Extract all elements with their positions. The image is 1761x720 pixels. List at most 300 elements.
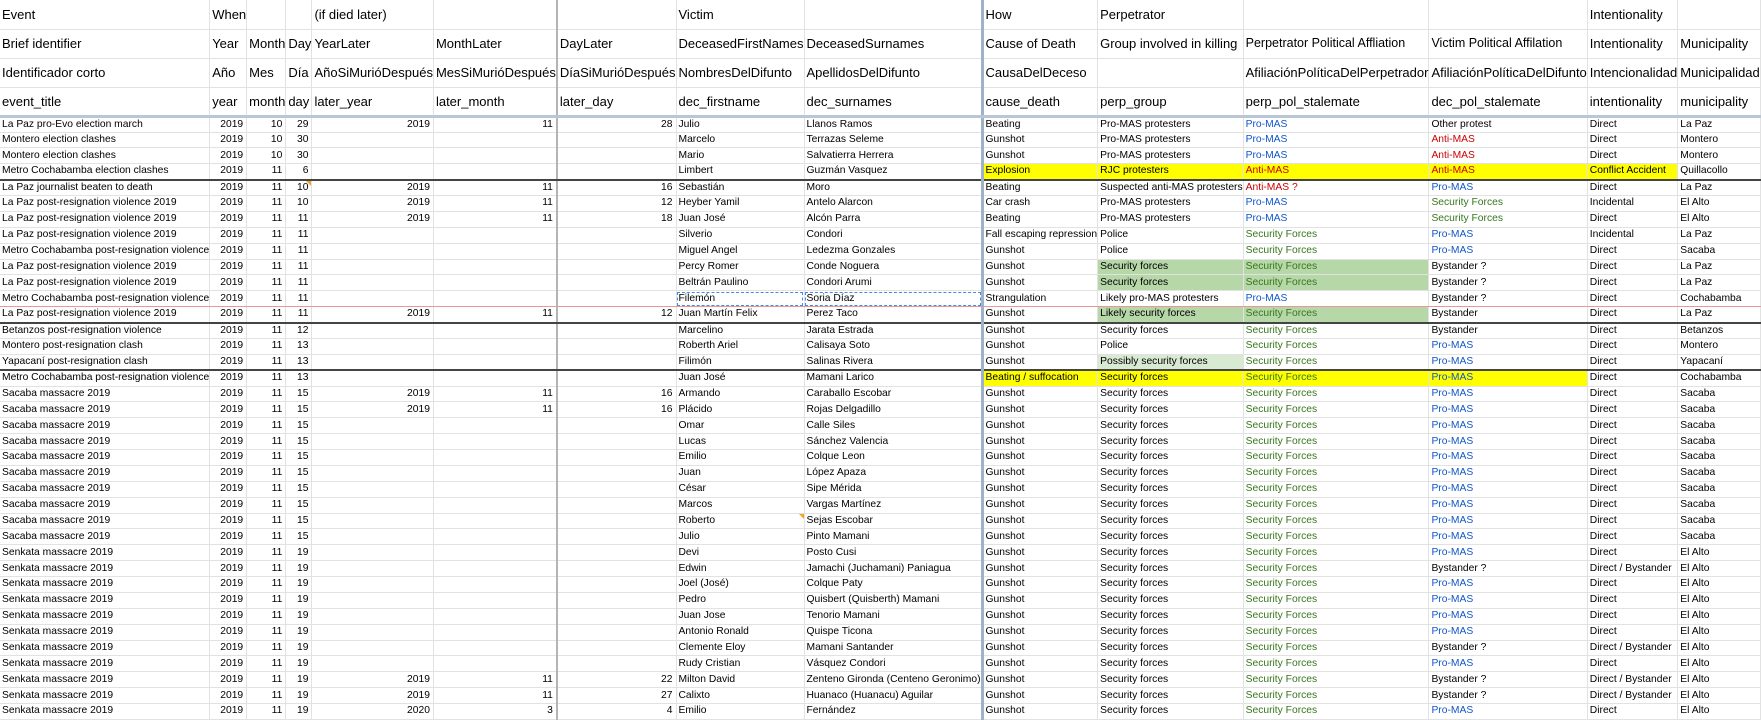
cell-event[interactable]: Metro Cochabamba post-resignation violence [0,370,210,386]
table-row[interactable] [0,608,1760,624]
cell-year[interactable]: 2019 [210,338,247,354]
cell-month[interactable]: 10 [247,148,286,164]
table-row[interactable] [0,465,1760,481]
cell-event[interactable]: Yapacaní post-resignation clash [0,354,210,370]
cell-later-year[interactable] [312,497,434,513]
cell-cause[interactable]: Gunshot [982,704,1098,720]
cell-cause[interactable]: Gunshot [982,624,1098,640]
cell-year[interactable]: 2019 [210,545,247,561]
cell-cause[interactable]: Gunshot [982,418,1098,434]
cell-intentionality[interactable]: Direct [1587,180,1677,196]
cell-year[interactable]: 2019 [210,370,247,386]
cell-perp-group[interactable]: Pro-MAS protesters [1098,211,1244,227]
cell-intentionality[interactable]: Direct [1587,370,1677,386]
header-cell-later-year[interactable]: later_year [312,87,434,116]
cell-perp-group[interactable]: Pro-MAS protesters [1098,132,1244,148]
cell-perp-affiliation[interactable]: Security Forces [1243,370,1429,386]
header-cell-surnames[interactable] [804,0,982,29]
cell-surnames[interactable]: Soria Díaz [804,291,982,307]
cell-perp-group[interactable]: Security forces [1098,465,1244,481]
cell-first-names[interactable]: Juan [676,465,804,481]
cell-day[interactable]: 19 [286,688,312,704]
cell-perp-group[interactable]: Likely security forces [1098,307,1244,323]
cell-first-names[interactable]: Roberto [676,513,804,529]
cell-later-month[interactable]: 3 [433,704,556,720]
table-row[interactable] [0,450,1760,466]
cell-day[interactable]: 19 [286,608,312,624]
cell-perp-group[interactable]: Police [1098,338,1244,354]
cell-event[interactable]: La Paz pro-Evo election march [0,116,210,132]
cell-first-names[interactable]: Marcelo [676,132,804,148]
cell-year[interactable]: 2019 [210,592,247,608]
cell-later-year[interactable] [312,577,434,593]
cell-intentionality[interactable]: Direct [1587,291,1677,307]
cell-first-names[interactable]: Sebastián [676,180,804,196]
cell-later-day[interactable] [557,132,676,148]
cell-cause[interactable]: Gunshot [982,402,1098,418]
cell-year[interactable]: 2019 [210,148,247,164]
cell-municipality[interactable]: El Alto [1678,561,1761,577]
cell-later-month[interactable] [433,164,556,180]
cell-year[interactable]: 2019 [210,211,247,227]
header-cell-perp-affiliation[interactable]: Perpetrator Political Affliation [1243,29,1429,58]
cell-surnames[interactable]: Quisbert (Quisberth) Mamani [804,592,982,608]
cell-intentionality[interactable]: Direct [1587,386,1677,402]
header-cell-victim-affiliation[interactable]: Victim Political Affilation [1429,29,1587,58]
header-cell-day[interactable]: Day [286,29,312,58]
cell-later-month[interactable] [433,529,556,545]
header-cell-perp-affiliation[interactable]: perp_pol_stalemate [1243,87,1429,116]
cell-municipality[interactable]: El Alto [1678,592,1761,608]
cell-victim-affiliation[interactable]: Pro-MAS [1429,227,1587,243]
cell-municipality[interactable]: El Alto [1678,672,1761,688]
cell-month[interactable]: 11 [247,434,286,450]
cell-later-month[interactable] [433,592,556,608]
cell-perp-affiliation[interactable]: Security Forces [1243,481,1429,497]
cell-later-day[interactable] [557,291,676,307]
cell-later-month[interactable] [433,275,556,291]
cell-later-year[interactable] [312,465,434,481]
cell-event[interactable]: Sacaba massacre 2019 [0,481,210,497]
cell-later-year[interactable] [312,434,434,450]
cell-day[interactable]: 15 [286,434,312,450]
cell-later-month[interactable]: 11 [433,211,556,227]
cell-day[interactable]: 11 [286,307,312,323]
cell-event[interactable]: Sacaba massacre 2019 [0,402,210,418]
header-cell-day[interactable] [286,0,312,29]
header-cell-year[interactable]: Year [210,29,247,58]
cell-day[interactable]: 15 [286,386,312,402]
cell-later-year[interactable]: 2019 [312,402,434,418]
cell-later-day[interactable]: 18 [557,211,676,227]
cell-surnames[interactable]: Sejas Escobar [804,513,982,529]
cell-month[interactable]: 11 [247,386,286,402]
cell-day[interactable]: 11 [286,211,312,227]
cell-surnames[interactable]: Pinto Mamani [804,529,982,545]
cell-municipality[interactable]: Montero [1678,132,1761,148]
header-cell-victim-affiliation[interactable]: AfiliaciónPolíticaDelDifunto [1429,58,1587,87]
cell-day[interactable]: 11 [286,275,312,291]
cell-cause[interactable]: Gunshot [982,592,1098,608]
cell-year[interactable]: 2019 [210,561,247,577]
cell-cause[interactable]: Gunshot [982,354,1098,370]
cell-perp-group[interactable]: Security forces [1098,323,1244,339]
cell-day[interactable]: 15 [286,497,312,513]
table-row[interactable] [0,624,1760,640]
cell-later-month[interactable] [433,608,556,624]
header-cell-month[interactable] [247,0,286,29]
cell-municipality[interactable]: La Paz [1678,307,1761,323]
cell-surnames[interactable]: Calle Siles [804,418,982,434]
cell-later-day[interactable] [557,148,676,164]
cell-perp-group[interactable]: Likely pro-MAS protesters [1098,291,1244,307]
cell-first-names[interactable]: Marcelino [676,323,804,339]
cell-first-names[interactable]: Julio [676,116,804,132]
cell-victim-affiliation[interactable]: Bystander [1429,307,1587,323]
cell-surnames[interactable]: Llanos Ramos [804,116,982,132]
cell-later-year[interactable]: 2019 [312,688,434,704]
table-row[interactable] [0,545,1760,561]
cell-day[interactable]: 30 [286,148,312,164]
cell-month[interactable]: 11 [247,307,286,323]
cell-surnames[interactable]: Fernández [804,704,982,720]
cell-victim-affiliation[interactable]: Security Forces [1429,196,1587,212]
cell-perp-group[interactable]: Security forces [1098,434,1244,450]
cell-month[interactable]: 11 [247,180,286,196]
cell-victim-affiliation[interactable]: Bystander ? [1429,259,1587,275]
cell-perp-group[interactable]: Security forces [1098,640,1244,656]
cell-later-year[interactable] [312,164,434,180]
cell-day[interactable]: 19 [286,561,312,577]
cell-intentionality[interactable]: Direct / Bystander [1587,640,1677,656]
cell-municipality[interactable]: La Paz [1678,116,1761,132]
cell-event[interactable]: Sacaba massacre 2019 [0,450,210,466]
cell-later-month[interactable]: 11 [433,307,556,323]
header-cell-later-month[interactable]: later_month [433,87,556,116]
cell-perp-group[interactable]: Security forces [1098,513,1244,529]
cell-later-day[interactable] [557,434,676,450]
cell-municipality[interactable]: Sacaba [1678,481,1761,497]
cell-intentionality[interactable]: Direct [1587,656,1677,672]
cell-day[interactable]: 10 [286,196,312,212]
cell-perp-group[interactable]: Security forces [1098,386,1244,402]
cell-municipality[interactable]: La Paz [1678,180,1761,196]
cell-cause[interactable]: Gunshot [982,497,1098,513]
cell-month[interactable]: 11 [247,688,286,704]
cell-perp-affiliation[interactable]: Security Forces [1243,704,1429,720]
cell-intentionality[interactable]: Direct / Bystander [1587,561,1677,577]
header-cell-later-year[interactable]: AñoSiMurióDespués [312,58,434,87]
table-row[interactable] [0,672,1760,688]
cell-cause[interactable]: Gunshot [982,513,1098,529]
cell-victim-affiliation[interactable]: Bystander ? [1429,688,1587,704]
cell-first-names[interactable]: Miguel Angel [676,243,804,259]
cell-cause[interactable]: Gunshot [982,450,1098,466]
table-row[interactable] [0,132,1760,148]
header-cell-first-names[interactable]: dec_firstname [676,87,804,116]
cell-perp-affiliation[interactable]: Security Forces [1243,450,1429,466]
cell-first-names[interactable]: Roberth Ariel [676,338,804,354]
cell-surnames[interactable]: Jarata Estrada [804,323,982,339]
cell-later-month[interactable] [433,513,556,529]
cell-cause[interactable]: Beating [982,180,1098,196]
cell-month[interactable]: 11 [247,529,286,545]
cell-victim-affiliation[interactable]: Pro-MAS [1429,180,1587,196]
cell-perp-group[interactable]: Suspected anti-MAS protesters [1098,180,1244,196]
cell-cause[interactable]: Gunshot [982,148,1098,164]
cell-cause[interactable]: Beating [982,116,1098,132]
cell-perp-group[interactable]: Security forces [1098,561,1244,577]
cell-month[interactable]: 10 [247,132,286,148]
header-cell-victim-affiliation[interactable]: dec_pol_stalemate [1429,87,1587,116]
cell-later-day[interactable]: 27 [557,688,676,704]
cell-month[interactable]: 11 [247,323,286,339]
cell-municipality[interactable]: El Alto [1678,688,1761,704]
cell-year[interactable]: 2019 [210,704,247,720]
cell-year[interactable]: 2019 [210,243,247,259]
cell-later-month[interactable] [433,354,556,370]
cell-day[interactable]: 12 [286,323,312,339]
cell-perp-group[interactable]: Security forces [1098,450,1244,466]
cell-perp-group[interactable]: Police [1098,243,1244,259]
cell-municipality[interactable]: El Alto [1678,704,1761,720]
table-row[interactable] [0,354,1760,370]
cell-perp-group[interactable]: Security forces [1098,672,1244,688]
cell-later-month[interactable] [433,640,556,656]
cell-surnames[interactable]: Moro [804,180,982,196]
cell-month[interactable]: 11 [247,402,286,418]
cell-day[interactable]: 19 [286,545,312,561]
cell-victim-affiliation[interactable]: Pro-MAS [1429,624,1587,640]
cell-event[interactable]: Senkata massacre 2019 [0,656,210,672]
cell-victim-affiliation[interactable]: Bystander [1429,323,1587,339]
cell-event[interactable]: La Paz post-resignation violence 2019 [0,227,210,243]
cell-intentionality[interactable]: Direct [1587,704,1677,720]
cell-month[interactable]: 11 [247,624,286,640]
cell-later-year[interactable] [312,450,434,466]
cell-later-day[interactable] [557,354,676,370]
cell-year[interactable]: 2019 [210,323,247,339]
table-row[interactable] [0,116,1760,132]
cell-victim-affiliation[interactable]: Pro-MAS [1429,450,1587,466]
cell-perp-group[interactable]: Security forces [1098,370,1244,386]
header-cell-surnames[interactable]: dec_surnames [804,87,982,116]
cell-year[interactable]: 2019 [210,656,247,672]
table-row[interactable] [0,211,1760,227]
cell-year[interactable]: 2019 [210,465,247,481]
cell-later-year[interactable] [312,592,434,608]
cell-municipality[interactable]: El Alto [1678,577,1761,593]
cell-later-day[interactable]: 16 [557,180,676,196]
cell-first-names[interactable]: Beltrán Paulino [676,275,804,291]
table-row[interactable] [0,418,1760,434]
table-row[interactable] [0,227,1760,243]
cell-later-month[interactable] [433,259,556,275]
cell-event[interactable]: La Paz post-resignation violence 2019 [0,259,210,275]
table-row[interactable] [0,513,1760,529]
cell-later-year[interactable]: 2019 [312,672,434,688]
cell-perp-group[interactable]: Possibly security forces [1098,354,1244,370]
cell-later-month[interactable] [433,434,556,450]
cell-event[interactable]: Sacaba massacre 2019 [0,497,210,513]
cell-surnames[interactable]: Calisaya Soto [804,338,982,354]
cell-intentionality[interactable]: Direct [1587,450,1677,466]
cell-municipality[interactable]: El Alto [1678,196,1761,212]
cell-surnames[interactable]: Jamachi (Juchamani) Paniagua [804,561,982,577]
cell-perp-group[interactable]: Security forces [1098,275,1244,291]
table-row[interactable] [0,180,1760,196]
cell-intentionality[interactable]: Direct [1587,243,1677,259]
cell-year[interactable]: 2019 [210,497,247,513]
cell-later-year[interactable] [312,243,434,259]
cell-intentionality[interactable]: Direct [1587,354,1677,370]
header-cell-year[interactable]: When [210,0,247,29]
cell-cause[interactable]: Strangulation [982,291,1098,307]
table-row[interactable] [0,196,1760,212]
cell-event[interactable]: Senkata massacre 2019 [0,577,210,593]
cell-year[interactable]: 2019 [210,354,247,370]
cell-later-day[interactable] [557,370,676,386]
cell-month[interactable]: 11 [247,561,286,577]
table-row[interactable] [0,704,1760,720]
header-cell-later-year[interactable]: YearLater [312,29,434,58]
cell-first-names[interactable]: Silverio [676,227,804,243]
cell-cause[interactable]: Beating / suffocation [982,370,1098,386]
cell-first-names[interactable]: Heyber Yamil [676,196,804,212]
cell-victim-affiliation[interactable]: Pro-MAS [1429,545,1587,561]
cell-year[interactable]: 2019 [210,434,247,450]
cell-event[interactable]: La Paz journalist beaten to death [0,180,210,196]
cell-first-names[interactable]: Joel (José) [676,577,804,593]
header-cell-cause[interactable]: How [982,0,1098,29]
cell-month[interactable]: 11 [247,227,286,243]
header-cell-surnames[interactable]: DeceasedSurnames [804,29,982,58]
cell-later-day[interactable] [557,450,676,466]
cell-perp-affiliation[interactable]: Pro-MAS [1243,291,1429,307]
header-cell-municipality[interactable]: Municipality [1678,29,1761,58]
cell-later-day[interactable] [557,481,676,497]
cell-victim-affiliation[interactable]: Pro-MAS [1429,608,1587,624]
cell-later-month[interactable]: 11 [433,386,556,402]
cell-surnames[interactable]: Colque Leon [804,450,982,466]
cell-day[interactable]: 30 [286,132,312,148]
cell-later-month[interactable] [433,450,556,466]
cell-perp-group[interactable]: Security forces [1098,608,1244,624]
cell-later-year[interactable] [312,354,434,370]
cell-intentionality[interactable]: Direct [1587,275,1677,291]
cell-later-year[interactable] [312,259,434,275]
cell-day[interactable]: 11 [286,291,312,307]
cell-victim-affiliation[interactable]: Pro-MAS [1429,354,1587,370]
cell-cause[interactable]: Gunshot [982,672,1098,688]
cell-later-month[interactable] [433,465,556,481]
cell-intentionality[interactable]: Direct [1587,465,1677,481]
cell-perp-affiliation[interactable]: Security Forces [1243,338,1429,354]
cell-surnames[interactable]: Guzmán Vasquez [804,164,982,180]
cell-first-names[interactable]: Plácido [676,402,804,418]
cell-day[interactable]: 13 [286,370,312,386]
cell-day[interactable]: 13 [286,354,312,370]
cell-perp-affiliation[interactable]: Security Forces [1243,688,1429,704]
cell-month[interactable]: 11 [247,672,286,688]
cell-month[interactable]: 11 [247,481,286,497]
cell-day[interactable]: 15 [286,513,312,529]
cell-cause[interactable]: Gunshot [982,561,1098,577]
header-cell-month[interactable]: Month [247,29,286,58]
cell-later-year[interactable] [312,561,434,577]
cell-perp-affiliation[interactable]: Security Forces [1243,561,1429,577]
cell-first-names[interactable]: Omar [676,418,804,434]
cell-perp-affiliation[interactable]: Security Forces [1243,243,1429,259]
cell-municipality[interactable]: La Paz [1678,227,1761,243]
header-cell-day[interactable]: Día [286,58,312,87]
table-row[interactable] [0,291,1760,307]
cell-later-month[interactable] [433,481,556,497]
cell-first-names[interactable]: Devi [676,545,804,561]
cell-cause[interactable]: Explosion [982,164,1098,180]
cell-first-names[interactable]: Percy Romer [676,259,804,275]
cell-event[interactable]: Senkata massacre 2019 [0,624,210,640]
cell-surnames[interactable]: Sánchez Valencia [804,434,982,450]
cell-later-month[interactable] [433,323,556,339]
cell-later-day[interactable]: 12 [557,307,676,323]
cell-perp-affiliation[interactable]: Security Forces [1243,497,1429,513]
cell-surnames[interactable]: Colque Paty [804,577,982,593]
cell-later-day[interactable] [557,418,676,434]
cell-first-names[interactable]: Juan José [676,370,804,386]
header-cell-first-names[interactable]: NombresDelDifunto [676,58,804,87]
cell-first-names[interactable]: Emilio [676,450,804,466]
cell-perp-affiliation[interactable]: Security Forces [1243,307,1429,323]
cell-first-names[interactable]: Filemón [676,291,804,307]
header-cell-later-day[interactable]: DayLater [557,29,676,58]
cell-perp-group[interactable]: Security forces [1098,481,1244,497]
cell-first-names[interactable]: Mario [676,148,804,164]
cell-municipality[interactable]: La Paz [1678,259,1761,275]
table-row[interactable] [0,259,1760,275]
cell-perp-group[interactable]: Security forces [1098,497,1244,513]
cell-surnames[interactable]: Mamani Santander [804,640,982,656]
cell-surnames[interactable]: Quispe Ticona [804,624,982,640]
cell-surnames[interactable]: Caraballo Escobar [804,386,982,402]
cell-day[interactable]: 29 [286,116,312,132]
cell-later-day[interactable] [557,608,676,624]
cell-perp-affiliation[interactable]: Pro-MAS [1243,211,1429,227]
header-cell-surnames[interactable]: ApellidosDelDifunto [804,58,982,87]
cell-day[interactable]: 19 [286,640,312,656]
cell-later-day[interactable] [557,497,676,513]
cell-event[interactable]: Senkata massacre 2019 [0,545,210,561]
header-cell-later-month[interactable]: MesSiMurióDespués [433,58,556,87]
cell-event[interactable]: Sacaba massacre 2019 [0,465,210,481]
header-cell-event[interactable]: Brief identifier [0,29,210,58]
cell-year[interactable]: 2019 [210,196,247,212]
cell-perp-affiliation[interactable]: Security Forces [1243,513,1429,529]
cell-event[interactable]: La Paz post-resignation violence 2019 [0,211,210,227]
cell-later-month[interactable] [433,497,556,513]
cell-first-names[interactable]: Pedro [676,592,804,608]
header-cell-perp-affiliation[interactable]: AfiliaciónPolíticaDelPerpetrador [1243,58,1429,87]
cell-event[interactable]: Senkata massacre 2019 [0,640,210,656]
cell-later-month[interactable]: 11 [433,402,556,418]
header-cell-municipality[interactable]: Municipalidad [1678,58,1761,87]
cell-later-day[interactable] [557,577,676,593]
table-row[interactable] [0,656,1760,672]
cell-later-year[interactable]: 2019 [312,196,434,212]
cell-month[interactable]: 11 [247,450,286,466]
cell-victim-affiliation[interactable]: Anti-MAS [1429,148,1587,164]
cell-day[interactable]: 15 [286,529,312,545]
